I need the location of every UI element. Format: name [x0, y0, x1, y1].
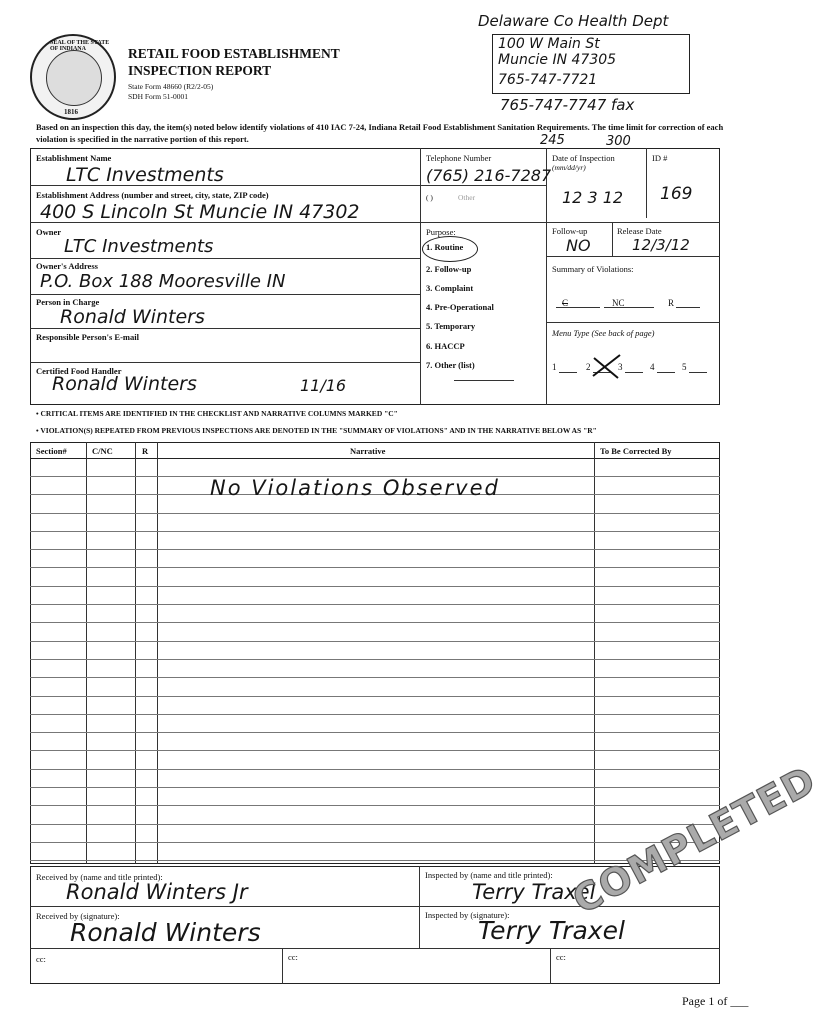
certified-handler-label: Certified Food Handler — [36, 366, 122, 376]
narrative-table — [30, 442, 720, 864]
table-row — [30, 842, 720, 843]
table-row — [30, 567, 720, 568]
summary-nc: NC — [612, 298, 625, 308]
table-row — [30, 696, 720, 697]
inspected-signature: Terry Traxel — [478, 916, 625, 945]
address-label: Establishment Address (number and street, city, state, ZIP code) — [36, 190, 269, 200]
table-row — [30, 714, 720, 715]
table-row — [30, 677, 720, 678]
received-name-value: Ronald Winters Jr — [66, 880, 248, 904]
followup-label: Follow-up — [552, 226, 588, 236]
menu-type-option: 3 — [618, 362, 623, 372]
summary-c: C — [562, 298, 569, 308]
certified-handler-date: 11/16 — [300, 376, 347, 395]
table-row — [30, 805, 720, 806]
address-value: 400 S Lincoln St Muncie IN 47302 — [40, 201, 360, 223]
date-format: (mm/dd/yr) — [552, 163, 586, 172]
release-date-label: Release Date — [617, 226, 662, 236]
date-label: Date of Inspection — [552, 153, 615, 163]
menu-type-label: Menu Type (See back of page) — [552, 328, 655, 338]
agency-city: Muncie IN 47305 — [498, 52, 617, 68]
purpose-item: 6. HACCP — [426, 341, 465, 351]
id-value: 169 — [660, 184, 693, 204]
owner-value: LTC Investments — [64, 236, 214, 257]
table-row — [30, 659, 720, 660]
purpose-item: 7. Other (list) — [426, 360, 475, 370]
narrative-entry: No Violations Observed — [210, 476, 500, 500]
seal-text: SEAL OF THE STATE OF INDIANA — [50, 40, 110, 52]
seal-year: 1816 — [64, 108, 78, 116]
table-row — [30, 732, 720, 733]
inspected-name-value: Terry Traxel — [472, 880, 596, 904]
menu-type-option: 4 — [650, 362, 655, 372]
agency-fax: 765-747-7747 fax — [500, 96, 635, 114]
date-value: 12 3 12 — [562, 188, 624, 207]
menu-type-check-mark — [590, 352, 624, 380]
table-row — [30, 769, 720, 770]
col-corrected-by-header: To Be Corrected By — [600, 446, 672, 456]
report-title-line2: INSPECTION REPORT — [128, 63, 272, 78]
form-number: State Form 48660 (R2/2-05) — [128, 82, 214, 91]
received-name-label: Received by (name and title printed): — [36, 872, 163, 882]
summary-label: Summary of Violations: — [552, 264, 634, 274]
critical-note: • CRITICAL ITEMS ARE IDENTIFIED IN THE CHECKLIST AND NARRATIVE COLUMNS MARKED "C" — [36, 409, 398, 418]
table-row — [30, 586, 720, 587]
cc-field-2: cc: — [288, 952, 298, 962]
certified-handler-value: Ronald Winters — [52, 373, 197, 395]
followup-value: NO — [566, 236, 591, 255]
agency-street: 100 W Main St — [498, 36, 600, 52]
table-row — [30, 549, 720, 550]
seal-center-image — [46, 50, 102, 106]
completed-stamp: COMPLETED — [565, 757, 823, 923]
table-row — [30, 531, 720, 532]
col-section-header: Section# — [36, 446, 67, 456]
owner-label: Owner — [36, 227, 62, 237]
release-date-value: 12/3/12 — [632, 236, 690, 254]
cc-field-3: cc: — [556, 952, 566, 962]
cc-field-1: cc: — [36, 954, 46, 964]
intro-text: Based on an inspection this day, the item(s) noted below identify violations of 410 IAC 7-24, Indiana Retail Food Establishment Sanitation Requirements. The time limit for correction of each violation is specified in the narrative portion of this report. — [36, 122, 724, 144]
telephone2-suffix: Other — [458, 193, 476, 202]
owner-address-label: Owner's Address — [36, 261, 98, 271]
agency-phone: 765-747-7721 — [498, 72, 598, 88]
table-row — [30, 787, 720, 788]
menu-type-option: 5 — [682, 362, 687, 372]
state-seal — [30, 34, 116, 120]
purpose-item: 2. Follow-up — [426, 264, 472, 274]
repeated-note: • VIOLATION(S) REPEATED FROM PREVIOUS INSPECTIONS ARE DENOTED IN THE "SUMMARY OF VIOLATIONS" AND IN THE NARRATIVE BELOW AS "R" — [36, 426, 597, 435]
handwritten-number-b: 300 — [606, 134, 631, 149]
responsible-email-label: Responsible Person's E-mail — [36, 332, 139, 342]
received-signature: Ronald Winters — [70, 918, 261, 947]
table-row — [30, 641, 720, 642]
person-in-charge-label: Person in Charge — [36, 297, 100, 307]
table-row — [30, 750, 720, 751]
establishment-name-label: Establishment Name — [36, 153, 112, 163]
menu-type-option: 2 — [586, 362, 591, 372]
col-cnc-header: C/NC — [92, 446, 113, 456]
telephone-label: Telephone Number — [426, 153, 492, 163]
agency-name: Delaware Co Health Dept — [478, 12, 669, 30]
telephone2-paren: ( ) — [426, 193, 433, 202]
purpose-item: 1. Routine — [426, 242, 464, 252]
purpose-item: 3. Complaint — [426, 283, 474, 293]
summary-r: R — [668, 298, 675, 308]
telephone-value: (765) 216-7287 — [426, 166, 552, 185]
report-title-line1: RETAIL FOOD ESTABLISHMENT — [128, 46, 340, 61]
table-row — [30, 604, 720, 605]
purpose-item: 5. Temporary — [426, 321, 476, 331]
handwritten-number-a: 245 — [540, 133, 565, 148]
id-label: ID # — [652, 153, 668, 163]
purpose-item: 4. Pre-Operational — [426, 302, 494, 312]
page-number: Page 1 of ___ — [682, 994, 749, 1008]
table-row — [30, 622, 720, 623]
table-row — [30, 513, 720, 514]
purpose-label: Purpose: — [426, 227, 456, 237]
col-narrative-header: Narrative — [350, 446, 386, 456]
inspected-name-label: Inspected by (name and title printed): — [425, 870, 553, 880]
sdh-form-number: SDH Form 51-0001 — [128, 92, 189, 101]
menu-type-option: 1 — [552, 362, 557, 372]
person-in-charge-value: Ronald Winters — [60, 306, 205, 328]
table-row — [30, 824, 720, 825]
col-r-header: R — [142, 446, 149, 456]
received-signature-label: Received by (signature): — [36, 911, 120, 921]
inspected-signature-label: Inspected by (signature): — [425, 910, 510, 920]
owner-address-value: P.O. Box 188 Mooresville IN — [40, 271, 286, 292]
establishment-name-value: LTC Investments — [66, 164, 224, 186]
